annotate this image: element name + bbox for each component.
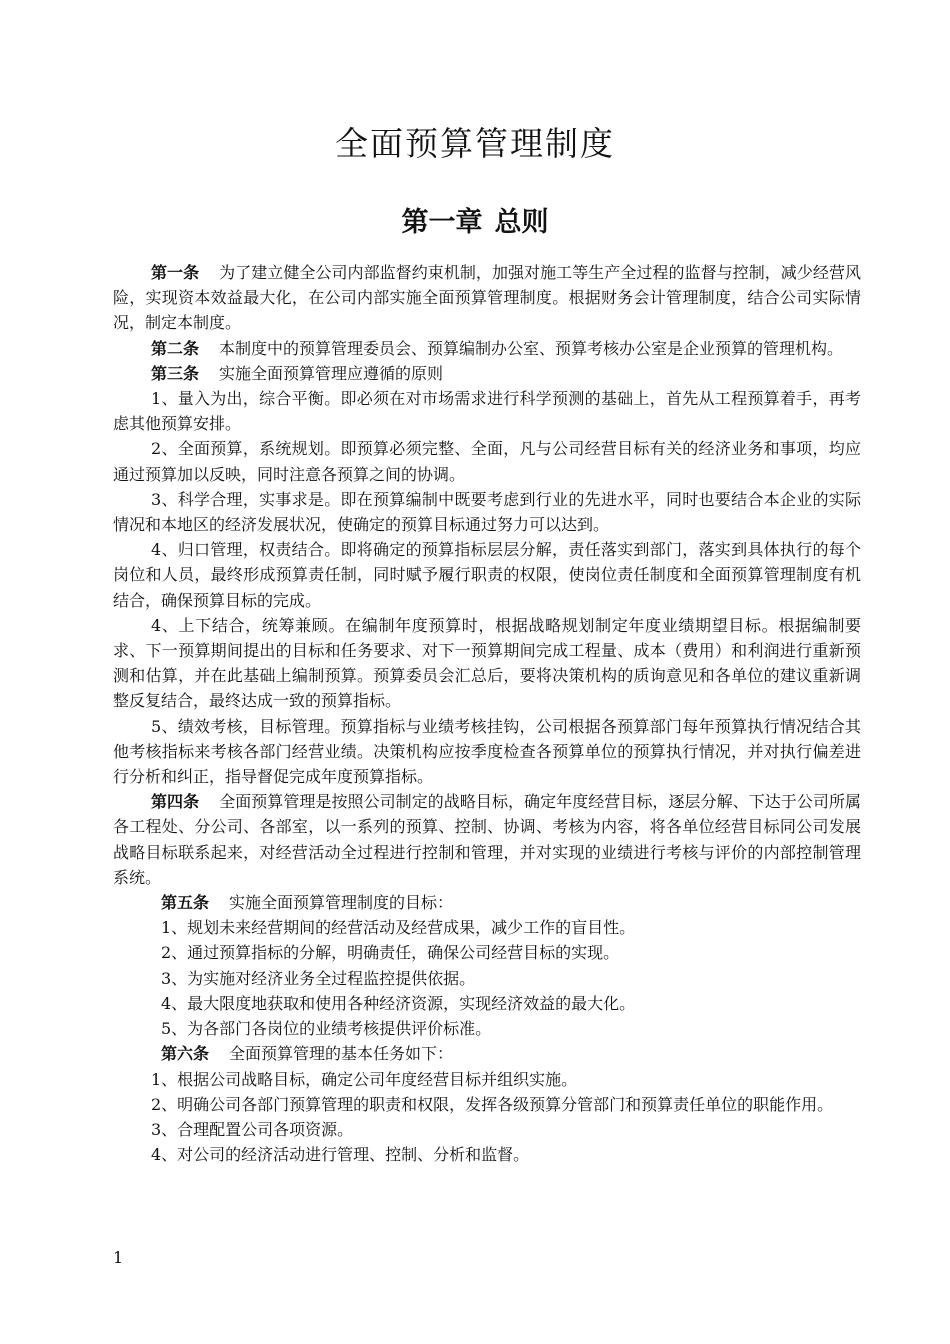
list-item [113, 436, 861, 486]
article-label: 第二条 [151, 338, 200, 358]
chapter-number: 第一章 [401, 207, 483, 238]
paragraph-text: 3、为实施对经济业务全过程监控提供依据。 [161, 968, 476, 988]
list-item [113, 613, 861, 714]
paragraph-text: 3、合理配置公司各项资源。 [151, 1119, 354, 1139]
chapter-heading [0, 200, 950, 239]
paragraph-text: 实施全面预算管理制度的目标： [229, 893, 454, 913]
paragraph-text: 1、量入为出，综合平衡。即必须在对市场需求进行科学预测的基础上，首先从工程预算着手，再考虑其他预算安排。 [113, 389, 861, 434]
paragraph-text: 2、通过预算指标的分解，明确责任，确保公司经营目标的实现。 [161, 943, 620, 963]
list-item [113, 915, 861, 940]
paragraph-text: 5、为各部门各岗位的业绩考核提供评价标准。 [161, 1019, 492, 1039]
paragraph-text: 1、根据公司战略目标，确定公司年度经营目标并组织实施。 [151, 1069, 578, 1089]
article-paragraph [113, 336, 861, 361]
page-number: 1 [113, 1248, 124, 1267]
article-paragraph [113, 1041, 861, 1066]
article-label: 第一条 [151, 263, 200, 282]
paragraph-text: 5、绩效考核，目标管理。预算指标与业绩考核挂钩，公司根据各预算部门每年预算执行情况结合其他考核指标来考核各部门经营业绩。决策机构应按季度检查各预算单位的预算执行情况，并对执行偏差进行分析和纠正，指导督促完成年度预算指标。 [113, 716, 861, 787]
article-paragraph [113, 361, 861, 386]
chapter-name: 总则 [494, 207, 549, 238]
document-body [113, 260, 861, 1167]
paragraph-text: 3、科学合理，实事求是。即在预算编制中既要考虑到行业的先进水平，同时也要结合本企业的实际情况和本地区的经济发展状况，使确定的预算目标通过努力可以达到。 [113, 489, 861, 535]
paragraph-text: 全面预算管理是按照公司制定的战略目标，确定年度经营目标，逐层分解、下达于公司所属各工程处、分公司、各部室，以一系列的预算、控制、协调、考核为内容，将各单位经营目标同公司发展战略目标联系起来，对经营活动全过程进行控制和管理，并对实现的业绩进行考核与评价的内部控制管理系统。 [113, 792, 861, 887]
list-item [113, 386, 861, 436]
list-item [113, 1016, 861, 1041]
article-paragraph [113, 260, 861, 336]
paragraph-text: 2、全面预算，系统规划。即预算必须完整、全面，凡与公司经营目标有关的经济业务和事项，均应通过预算加以反映，同时注意各预算之间的协调。 [113, 439, 861, 484]
paragraph-text: 实施全面预算管理应遵循的原则 [219, 363, 444, 383]
paragraph-text: 4、归口管理，权责结合。即将确定的预算指标层层分解，责任落实到部门，落实到具体执行的每个岗位和人员，最终形成预算责任制，同时赋予履行职责的权限，使岗位责任制度和全面预算管理制度有机结合，确保预算目标的完成。 [113, 540, 861, 610]
paragraph-text: 2、明确公司各部门预算管理的职责和权限，发挥各级预算分管部门和预算责任单位的职能作用。 [151, 1094, 834, 1114]
list-item [113, 966, 861, 991]
paragraph-text: 4、上下结合，统筹兼顾。在编制年度预算时，根据战略规划制定年度业绩期望目标。根据编制要求、下一预算期间提出的目标和任务要求、对下一预算期间完成工程量、成本（费用）和利润进行重新预测和估算，并在此基础上编制预算。预算委员会汇总后，要将决策机构的质询意见和各单位的建议重新调整反复结合，最终达成一致的预算指标。 [113, 615, 861, 711]
list-item [113, 1117, 861, 1142]
article-label: 第五条 [161, 893, 210, 913]
paragraph-text: 本制度中的预算管理委员会、预算编制办公室、预算考核办公室是企业预算的管理机构。 [219, 338, 844, 358]
article-label: 第六条 [161, 1044, 210, 1064]
list-item [113, 487, 861, 537]
document-title: 全面预算管理制度 [335, 124, 615, 163]
list-item [113, 1067, 861, 1092]
paragraph-text: 1、规划未来经营期间的经营活动及经营成果，减少工作的盲目性。 [161, 918, 636, 938]
paragraph-text: 4、最大限度地获取和使用各种经济资源，实现经济效益的最大化。 [161, 993, 636, 1013]
article-label: 第三条 [151, 363, 200, 383]
article-paragraph [113, 890, 861, 915]
paragraph-text: 4、对公司的经济活动进行管理、控制、分析和监督。 [151, 1145, 530, 1165]
list-item [113, 537, 861, 613]
article-label: 第四条 [151, 792, 200, 812]
article-paragraph [113, 789, 861, 890]
paragraph-text: 为了建立健全公司内部监督约束机制，加强对施工等生产全过程的监督与控制，减少经营风险，实现资本效益最大化，在公司内部实施全面预算管理制度。根据财务会计管理制度，结合公司实际情况，制定本制度。 [113, 263, 861, 333]
list-item [113, 1092, 861, 1117]
list-item [113, 940, 861, 965]
list-item [113, 991, 861, 1016]
list-item [113, 714, 861, 790]
paragraph-text: 全面预算管理的基本任务如下： [229, 1044, 454, 1064]
list-item [113, 1142, 861, 1167]
